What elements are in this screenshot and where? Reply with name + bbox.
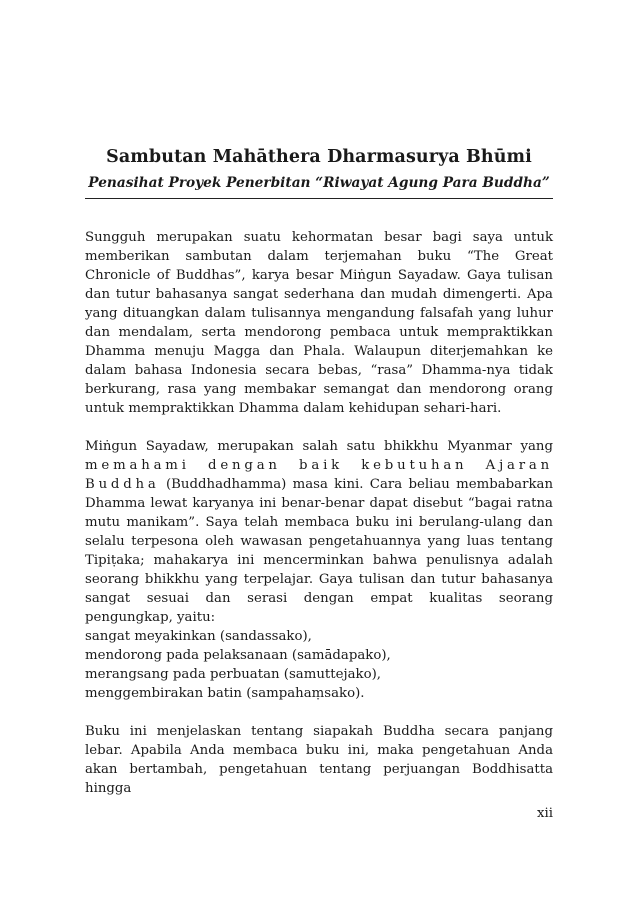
quality-item: merangsang pada perbuatan (samuttejako), bbox=[85, 667, 381, 682]
quality-item: mendorong pada pelaksanaan (samādapako), bbox=[85, 648, 391, 663]
page-title: Sambutan Mahāthera Dharmasurya Bhūmi bbox=[106, 147, 532, 167]
body-text bbox=[85, 228, 553, 798]
page-subtitle: Penasihat Proyek Penerbitan “Riwayat Agung Para Buddha” bbox=[88, 175, 550, 191]
qualities-list bbox=[85, 627, 553, 703]
paragraph-2-start: Miṅgun Sayadaw, merupakan salah satu bhikkhu Myanmar yang bbox=[85, 439, 553, 454]
header-rule bbox=[85, 198, 553, 199]
quality-item: menggembirakan batin (sampahaṃsako). bbox=[85, 686, 365, 701]
page-number: xii bbox=[536, 806, 553, 821]
paragraph-2-spaced: memahami dengan baik kebutuhan Ajaran Buddha bbox=[85, 458, 553, 492]
paragraph-2 bbox=[85, 437, 553, 627]
paragraph-2-rest: (Buddhadhamma) masa kini. Cara beliau membabarkan Dhamma lewat karyanya ini benar-benar dapat disebut “bagai ratna mutu manikam”. Saya telah membaca buku ini berulang-ulang dan selalu terpesona oleh wawasan pengetahuannya yang luas tentang Tipiṭaka; mahakarya ini mencerminkan bahwa penulisnya adalah seorang bhikkhu yang terpelajar. Gaya tulisan dan tutur bahasanya sangat sesuai dan serasi dengan empat kualitas seorang pengungkap, yaitu: bbox=[85, 477, 554, 625]
paragraph-3: Buku ini menjelaskan tentang siapakah Buddha secara panjang lebar. Apabila Anda membaca buku ini, maka pengetahuan Anda akan bertambah, pengetahuan tentang perjuangan Boddhisatta hingga bbox=[85, 724, 553, 796]
quality-item: sangat meyakinkan (sandassako), bbox=[85, 629, 312, 644]
paragraph-1: Sungguh merupakan suatu kehormatan besar bagi saya untuk memberikan sambutan dalam terjemahan buku “The Great Chronicle of Buddhas”, karya besar Miṅgun Sayadaw. Gaya tulisan dan tutur bahasanya sangat sederhana dan mudah dimengerti. Apa yang dituangkan dalam tulisannya mengandung falsafah yang luhur dan mendalam, serta mendorong pembaca untuk mempraktikkan Dhamma menuju Magga dan Phala. Walaupun diterjemahkan ke dalam bahasa Indonesia secara bebas, “rasa” Dhamma-nya tidak berkurang, rasa yang membakar semangat dan mendorong orang untuk mempraktikkan Dhamma dalam kehidupan sehari-hari. bbox=[85, 230, 553, 416]
